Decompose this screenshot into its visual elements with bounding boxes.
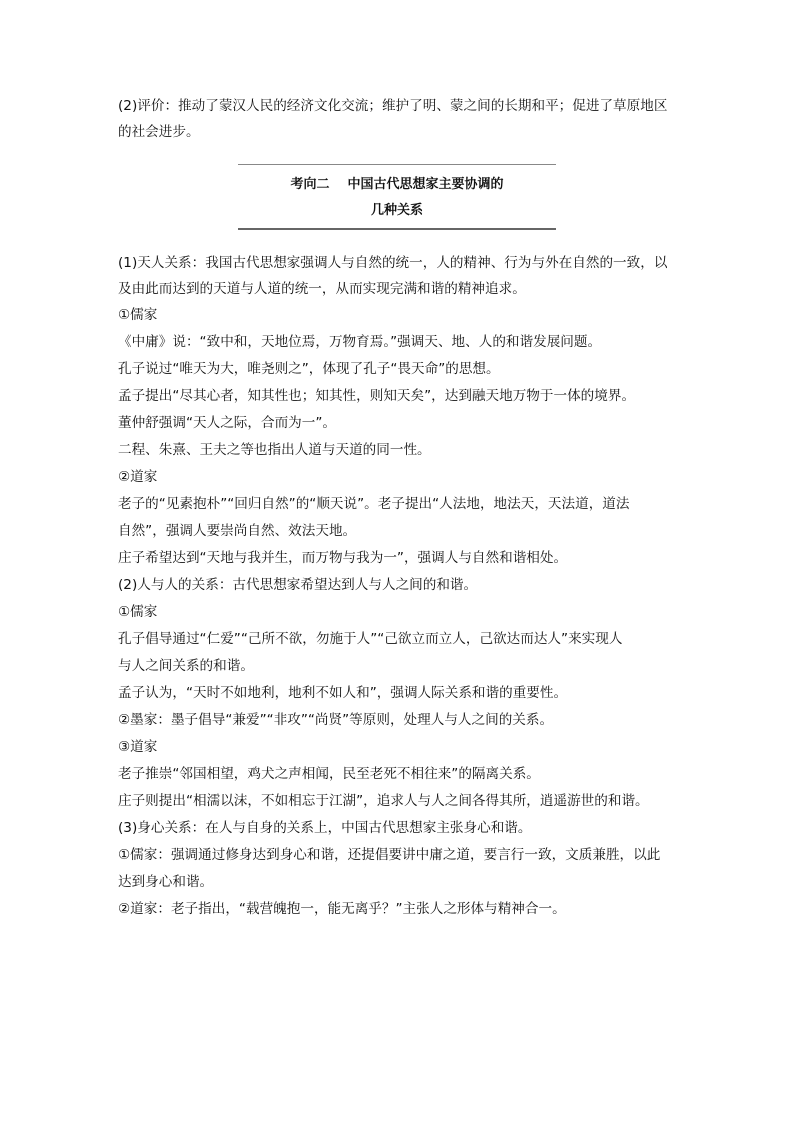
p16-taoist-heading: ③道家 xyxy=(118,739,158,755)
p9-line-1: 老子的“见素抱朴”“回归自然”的“顺天说”。老子提出“人法地，地法天，天法道，道法 xyxy=(118,496,630,512)
heading-tag: 考向二 xyxy=(290,177,330,192)
p11-interpersonal: (2)人与人的关系：古代思想家希望达到人与人之间的和谐。 xyxy=(118,577,478,593)
heading-title-text-1: 中国古代思想家主要协调的 xyxy=(347,177,504,192)
heading-title-line-2: 几种关系 xyxy=(370,203,423,218)
p18-zhuangzi: 庄子则提出“相濡以沫，不如相忘于江湖”，追求人与人之间各得其所，逍遥游世的和谐。 xyxy=(118,793,649,809)
p1-line-1: (1)天人关系：我国古代思想家强调人与自然的统一，人的精神、行为与外在自然的一致，以 xyxy=(118,255,668,271)
p12-confucian-heading: ①儒家 xyxy=(118,604,158,620)
heading-bottom-rule xyxy=(238,228,556,230)
p10-zhuangzi: 庄子希望达到“天地与我并生，而万物与我为一”，强调人与自然和谐相处。 xyxy=(118,550,568,566)
p14-mencius: 孟子认为，“天时不如地利，地利不如人和”，强调人际关系和谐的重要性。 xyxy=(118,685,568,701)
p6-dong-zhongshu: 董仲舒强调“天人之际，合而为一”。 xyxy=(118,415,336,431)
p4-confucius: 孔子说过“唯天为大，唯尧则之”，体现了孔子“畏天命”的思想。 xyxy=(118,361,500,377)
section-heading xyxy=(238,164,556,228)
heading-top-rule xyxy=(238,164,556,165)
p20-line-2: 达到身心和谐。 xyxy=(118,874,214,890)
p17-laozi: 老子推崇“邻国相望，鸡犬之声相闻，民至老死不相往来”的隔离关系。 xyxy=(118,766,540,782)
p9-line-2: 自然”，强调人要崇尚自然、效法天地。 xyxy=(118,523,357,539)
evaluation-line-1: (2)评价：推动了蒙汉人民的经济文化交流；维护了明、蒙之间的长期和平；促进了草原地区 xyxy=(118,98,668,114)
p3-zhongyong: 《中庸》说：“致中和，天地位焉，万物育焉。”强调天、地、人的和谐发展问题。 xyxy=(118,334,602,350)
p8-taoist-heading: ②道家 xyxy=(118,469,158,485)
p2-confucian-heading: ①儒家 xyxy=(118,307,158,323)
p7-cheng-zhu: 二程、朱熹、王夫之等也指出人道与天道的同一性。 xyxy=(118,442,431,458)
p13-line-2: 与人之间关系的和谐。 xyxy=(118,658,254,674)
p19-body-mind: (3)身心关系：在人与自身的关系上，中国古代思想家主张身心和谐。 xyxy=(118,820,532,836)
evaluation-line-2: 的社会进步。 xyxy=(118,124,200,140)
p20-line-1: ①儒家：强调通过修身达到身心和谐，还提倡要讲中庸之道，要言行一致，文质兼胜，以此 xyxy=(118,847,661,863)
heading-title-line-1 xyxy=(238,175,556,195)
p15-mohist: ②墨家：墨子倡导“兼爱”“非攻”“尚贤”等原则，处理人与人之间的关系。 xyxy=(118,712,554,728)
p21-taoist: ②道家：老子指出，“载营魄抱一，能无离乎？”主张人之形体与精神合一。 xyxy=(118,901,566,917)
p5-mencius: 孟子提出“尽其心者，知其性也；知其性，则知天矣”，达到融天地万物于一体的境界。 xyxy=(118,388,636,404)
p13-line-1: 孔子倡导通过“仁爱”“己所不欲，勿施于人”“己欲立而立人，己欲达而达人”来实现人 xyxy=(118,631,623,647)
p1-line-2: 及由此而达到的天道与人道的统一，从而实现完满和谐的精神追求。 xyxy=(118,281,526,297)
